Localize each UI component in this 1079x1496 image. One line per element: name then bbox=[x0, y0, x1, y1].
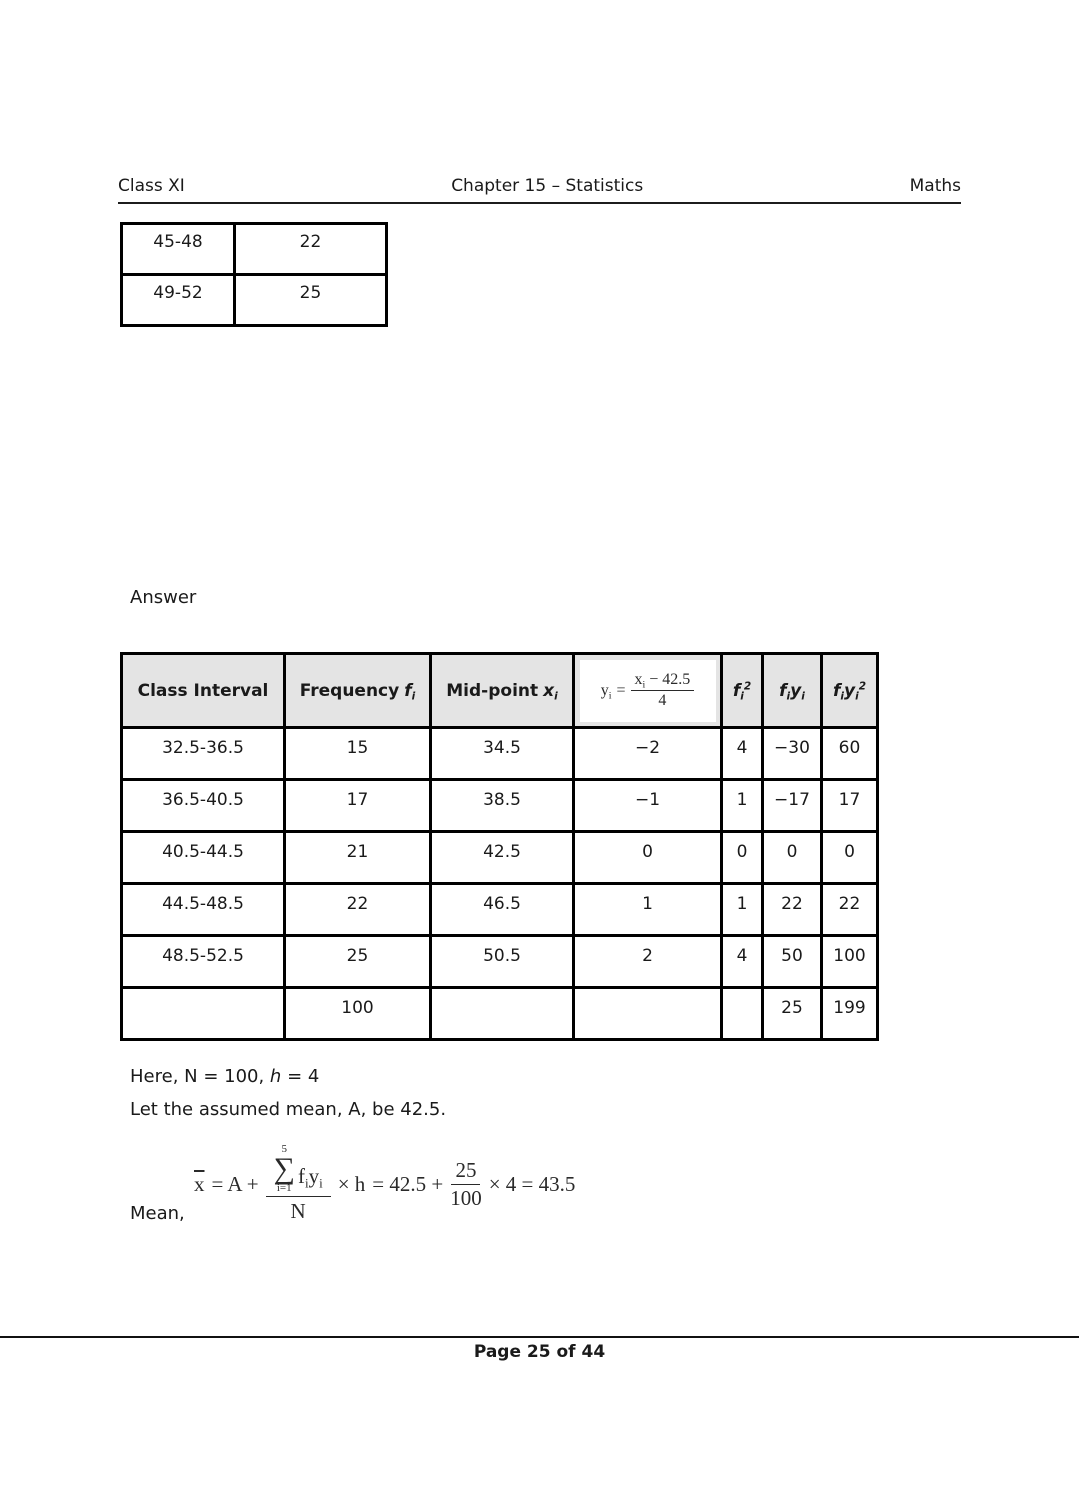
col-header-y-formula bbox=[574, 654, 722, 728]
cell-midpoint: 50.5 bbox=[431, 936, 574, 988]
25-over-100-fraction: $\frac{25}{100}$ bbox=[450, 1157, 482, 1210]
table-header-row bbox=[122, 654, 878, 728]
cell-yi bbox=[574, 988, 722, 1040]
cell-fiyi2: 100 bbox=[822, 936, 878, 988]
cell-midpoint bbox=[431, 988, 574, 1040]
table-row bbox=[122, 224, 387, 275]
cell-class-interval: 48.5-52.5 bbox=[122, 936, 285, 988]
cell-fiyi2: 60 bbox=[822, 728, 878, 780]
cell-frequency-total: 100 bbox=[285, 988, 431, 1040]
note-assumed-mean: Let the assumed mean, A, be 42.5. bbox=[130, 1099, 447, 1120]
y-formula-lhs: $y_i$ bbox=[600, 681, 612, 701]
cell-fiyi: 22 bbox=[763, 884, 822, 936]
mean-formula-image bbox=[194, 1136, 575, 1232]
y-formula-image: $y_i$ = $\frac{x_i - 42.5}{4}$ bbox=[580, 660, 716, 722]
col-header-class-interval: Class Interval bbox=[122, 654, 285, 728]
sum-numerator bbox=[266, 1144, 331, 1198]
header-class: Class XI bbox=[118, 176, 185, 196]
cell-frequency: 15 bbox=[285, 728, 431, 780]
sigma-symbol: 5 ∑ i=1 bbox=[273, 1142, 295, 1195]
cell-fiyi: 0 bbox=[763, 832, 822, 884]
sum-denominator: N bbox=[290, 1199, 306, 1224]
class-interval-cell: 45-48 bbox=[122, 224, 235, 275]
header-subject: Maths bbox=[909, 176, 961, 196]
class-interval-cell: 49-52 bbox=[122, 275, 235, 326]
header-chapter-title: Chapter 15 – Statistics bbox=[451, 176, 644, 196]
fiyi-term: $f_iy_i$ bbox=[297, 1163, 323, 1191]
frequency-cell: 25 bbox=[235, 275, 387, 326]
table-row bbox=[122, 728, 878, 780]
cell-fiyi2: 22 bbox=[822, 884, 878, 936]
cell-midpoint: 38.5 bbox=[431, 780, 574, 832]
x-bar: $\overline{x}$ bbox=[194, 1171, 205, 1196]
cell-fiyi: −17 bbox=[763, 780, 822, 832]
formula-result: × 4 = 43.5 bbox=[488, 1171, 576, 1196]
cell-class-interval: 44.5-48.5 bbox=[122, 884, 285, 936]
y-formula-fraction: $\frac{x_i - 42.5}{4}$ bbox=[631, 671, 695, 710]
statistics-table bbox=[120, 652, 879, 1041]
cell-yi: 2 bbox=[574, 936, 722, 988]
col-header-frequency: Frequency $f_i$ bbox=[285, 654, 431, 728]
cell-frequency: 17 bbox=[285, 780, 431, 832]
cell-fiyi2: 0 bbox=[822, 832, 878, 884]
table-row bbox=[122, 832, 878, 884]
cell-yi: 0 bbox=[574, 832, 722, 884]
col-header-fiyi: $f_iy_i$ bbox=[763, 654, 822, 728]
table-row bbox=[122, 780, 878, 832]
table-totals-row bbox=[122, 988, 878, 1040]
cell-fi2: 4 bbox=[722, 936, 763, 988]
col-header-midpoint: Mid-point $x_i$ bbox=[431, 654, 574, 728]
sum-fraction bbox=[266, 1144, 331, 1225]
cell-class-interval: 36.5-40.5 bbox=[122, 780, 285, 832]
cell-class-interval: 32.5-36.5 bbox=[122, 728, 285, 780]
footer-divider bbox=[0, 1336, 1079, 1338]
cell-fiyi2: 17 bbox=[822, 780, 878, 832]
cell-fi2: 1 bbox=[722, 884, 763, 936]
cell-yi: 1 bbox=[574, 884, 722, 936]
times-h: × h bbox=[337, 1171, 366, 1196]
cell-fiyi2-total: 199 bbox=[822, 988, 878, 1040]
cell-frequency: 21 bbox=[285, 832, 431, 884]
answer-label: Answer bbox=[130, 587, 197, 608]
cell-fi2: 1 bbox=[722, 780, 763, 832]
page-number: Page 25 of 44 bbox=[473, 1342, 606, 1362]
equals-a-plus: = A + bbox=[211, 1171, 259, 1196]
cell-yi: −2 bbox=[574, 728, 722, 780]
page-header bbox=[118, 176, 961, 204]
cell-fi2: 4 bbox=[722, 728, 763, 780]
cell-frequency: 22 bbox=[285, 884, 431, 936]
col-header-fiyi-squared: $f_iy_i^2$ bbox=[822, 654, 878, 728]
cell-fi2: 0 bbox=[722, 832, 763, 884]
cell-fiyi-total: 25 bbox=[763, 988, 822, 1040]
frequency-cell: 22 bbox=[235, 224, 387, 275]
table-row bbox=[122, 884, 878, 936]
note-n-h: Here, N = 100, h = 4 bbox=[130, 1066, 320, 1087]
equals-42-5-plus: = 42.5 + bbox=[372, 1171, 444, 1196]
cell-fiyi: 50 bbox=[763, 936, 822, 988]
cell-fi2 bbox=[722, 988, 763, 1040]
cell-midpoint: 34.5 bbox=[431, 728, 574, 780]
cell-class-interval bbox=[122, 988, 285, 1040]
frequency-table-fragment bbox=[120, 222, 388, 327]
mean-label: Mean, bbox=[130, 1203, 185, 1224]
col-header-fi-squared: $f_i^2$ bbox=[722, 654, 763, 728]
cell-fiyi: −30 bbox=[763, 728, 822, 780]
table-row bbox=[122, 936, 878, 988]
cell-yi: −1 bbox=[574, 780, 722, 832]
cell-midpoint: 42.5 bbox=[431, 832, 574, 884]
cell-midpoint: 46.5 bbox=[431, 884, 574, 936]
cell-frequency: 25 bbox=[285, 936, 431, 988]
cell-class-interval: 40.5-44.5 bbox=[122, 832, 285, 884]
table-row bbox=[122, 275, 387, 326]
